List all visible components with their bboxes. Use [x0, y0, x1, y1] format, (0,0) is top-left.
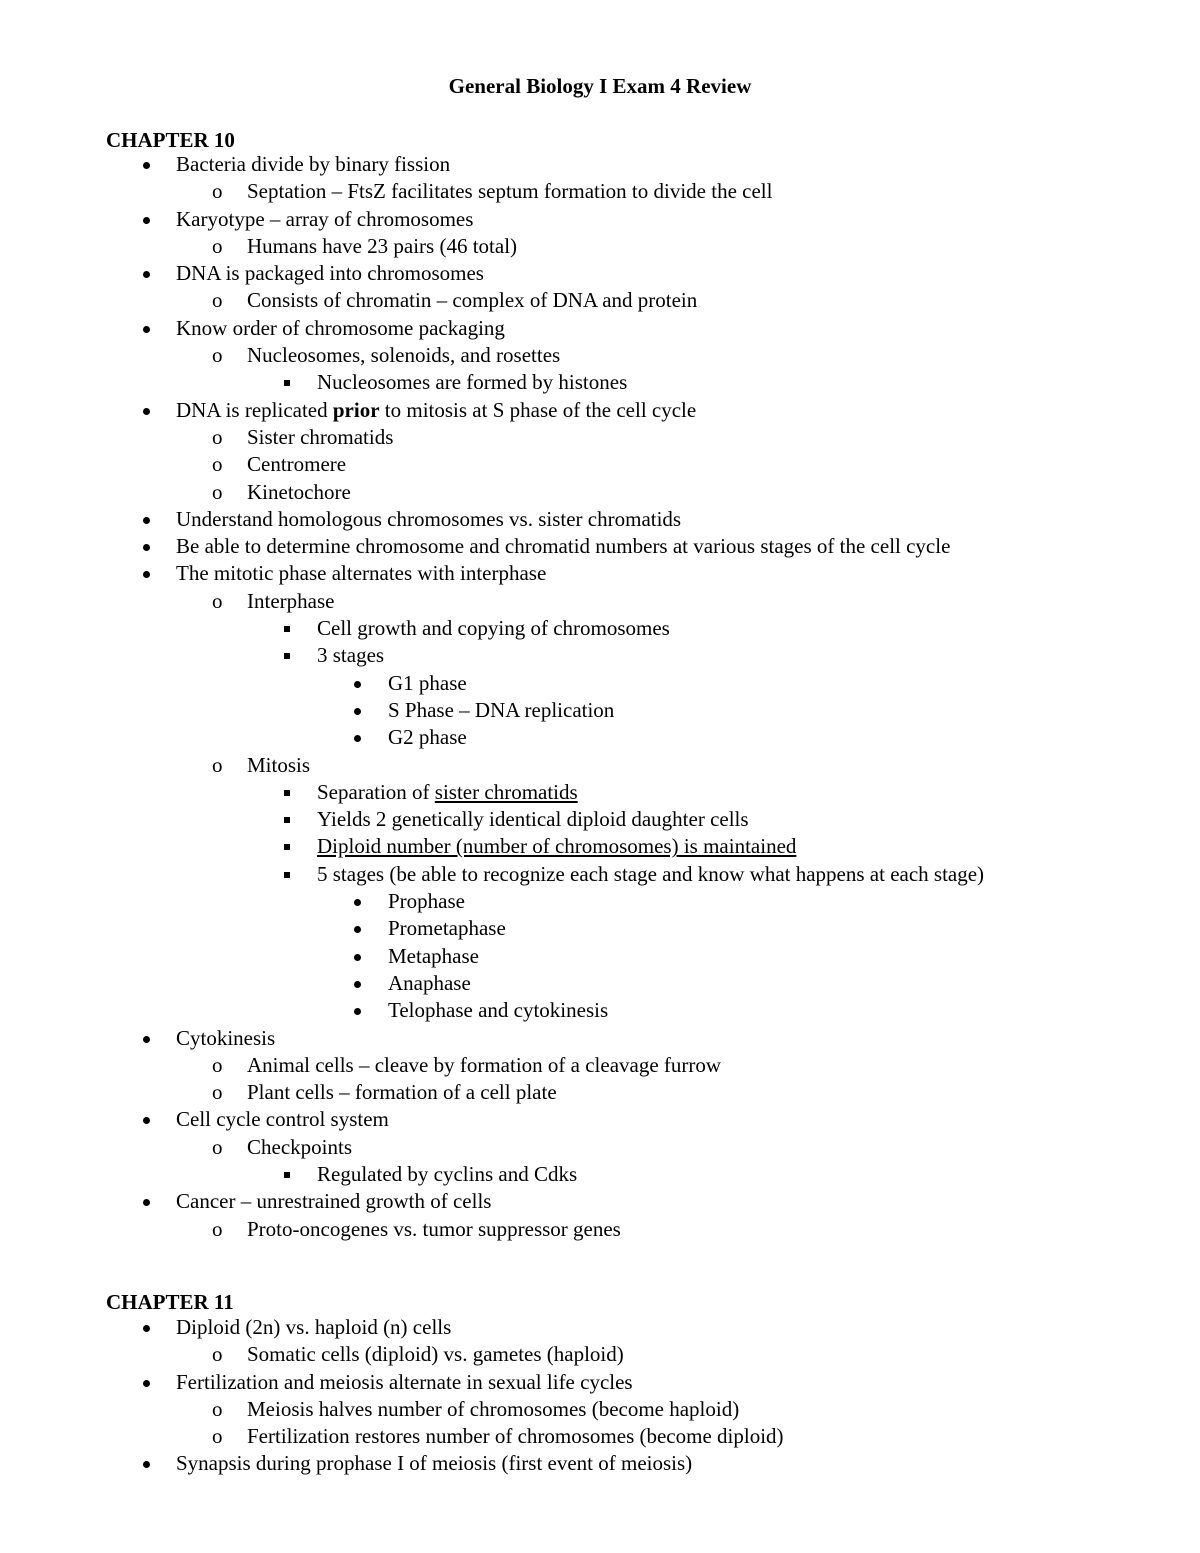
list-item-text: Prophase — [388, 889, 465, 914]
list-item-level-2 — [0, 451, 1200, 478]
disc-bullet-icon — [354, 1008, 361, 1015]
list-item-level-1 — [0, 1450, 1200, 1477]
list-item-level-1 — [0, 1188, 1200, 1215]
circle-bullet-icon: o — [212, 1080, 223, 1105]
list-item-text: 5 stages (be able to recognize each stage and know what happens at each stage) — [317, 861, 985, 886]
list-item-level-2 — [0, 588, 1200, 615]
list-item-level-1 — [0, 1369, 1200, 1396]
disc-bullet-icon — [143, 517, 150, 524]
square-bullet-icon — [284, 790, 290, 796]
list-item-text: Metaphase — [388, 943, 479, 968]
list-item-text: Regulated by cyclins and Cdks — [317, 1161, 578, 1186]
list-item-level-3 — [0, 642, 1200, 669]
disc-bullet-icon — [354, 708, 361, 715]
list-item-level-3 — [0, 833, 1200, 860]
circle-bullet-icon: o — [212, 288, 223, 313]
circle-bullet-icon: o — [212, 752, 223, 777]
list-item-level-2 — [0, 752, 1200, 779]
disc-bullet-icon — [143, 1199, 150, 1206]
list-item-level-1 — [0, 560, 1200, 587]
list-item-level-2 — [0, 1134, 1200, 1161]
list-item-level-1 — [0, 506, 1200, 533]
disc-bullet-icon — [354, 681, 361, 688]
chapter-10-list — [0, 151, 1200, 1243]
list-item-text: 3 stages — [317, 643, 385, 668]
list-item-level-2 — [0, 233, 1200, 260]
circle-bullet-icon: o — [212, 1424, 223, 1449]
list-item-level-1 — [0, 315, 1200, 342]
circle-bullet-icon: o — [212, 233, 223, 258]
list-item-text: Prometaphase — [388, 916, 506, 941]
list-item-text: Cancer – unrestrained growth of cells — [176, 1189, 492, 1214]
list-item-text: S Phase – DNA replication — [388, 697, 615, 722]
list-item-text: Separation of — [317, 779, 435, 804]
list-item-text: Consists of chromatin – complex of DNA and protein — [247, 288, 698, 313]
list-item-underlined-text: Diploid number (number of chromosomes) is maintained — [317, 834, 797, 859]
list-item-text: DNA is replicated — [176, 397, 333, 422]
list-item-text: Animal cells – cleave by formation of a cleavage furrow — [247, 1052, 722, 1077]
list-item-text: Meiosis halves number of chromosomes (become haploid) — [247, 1396, 740, 1421]
list-item-text: Nucleosomes are formed by histones — [317, 370, 628, 395]
list-item-text: Bacteria divide by binary fission — [176, 152, 451, 176]
list-item-level-4 — [0, 915, 1200, 942]
list-item-level-2 — [0, 287, 1200, 314]
list-item-text: Karyotype – array of chromosomes — [176, 206, 474, 231]
disc-bullet-icon — [354, 981, 361, 988]
list-item-underlined-text: sister chromatids — [434, 779, 578, 804]
list-item-text: Mitosis — [247, 752, 311, 777]
square-bullet-icon — [284, 380, 290, 386]
list-item-level-2 — [0, 424, 1200, 451]
list-item-text: Proto-oncogenes vs. tumor suppressor genes — [247, 1216, 621, 1241]
circle-bullet-icon: o — [212, 1052, 223, 1077]
circle-bullet-icon: o — [212, 479, 223, 504]
square-bullet-icon — [284, 872, 290, 878]
list-item-level-1 — [0, 151, 1200, 178]
list-item-level-4 — [0, 997, 1200, 1024]
list-item-text: Checkpoints — [247, 1134, 352, 1159]
list-item-level-1 — [0, 533, 1200, 560]
circle-bullet-icon: o — [212, 1134, 223, 1159]
disc-bullet-icon — [143, 217, 150, 224]
list-item-level-1 — [0, 1314, 1200, 1341]
list-item-text: Yields 2 genetically identical diploid daughter cells — [317, 807, 749, 832]
list-item-level-4 — [0, 724, 1200, 751]
disc-bullet-icon — [354, 899, 361, 906]
circle-bullet-icon: o — [212, 1342, 223, 1367]
list-item-level-1 — [0, 1106, 1200, 1133]
chapter-11-list — [0, 1314, 1200, 1478]
list-item-text: Cell cycle control system — [176, 1107, 389, 1132]
list-item-text: Kinetochore — [247, 479, 351, 504]
list-item-level-1 — [0, 260, 1200, 287]
list-item-level-2 — [0, 342, 1200, 369]
list-item-text: Septation – FtsZ facilitates septum formation to divide the cell — [247, 179, 773, 204]
circle-bullet-icon: o — [212, 452, 223, 477]
list-item-level-2 — [0, 178, 1200, 205]
list-item-level-2 — [0, 1079, 1200, 1106]
disc-bullet-icon — [354, 926, 361, 933]
list-item-level-4 — [0, 670, 1200, 697]
square-bullet-icon — [284, 844, 290, 850]
list-item-text: Synapsis during prophase I of meiosis (first event of meiosis) — [176, 1451, 693, 1476]
list-item-level-2 — [0, 1052, 1200, 1079]
disc-bullet-icon — [143, 162, 150, 169]
circle-bullet-icon: o — [212, 343, 223, 368]
circle-bullet-icon: o — [212, 1216, 223, 1241]
list-item-text: Humans have 23 pairs (46 total) — [247, 233, 518, 258]
list-item-text: DNA is packaged into chromosomes — [176, 261, 484, 286]
list-item-level-3 — [0, 806, 1200, 833]
list-item-text: Nucleosomes, solenoids, and rosettes — [247, 343, 561, 368]
square-bullet-icon — [284, 817, 290, 823]
list-item-text: Diploid (2n) vs. haploid (n) cells — [176, 1315, 452, 1339]
list-item-level-3 — [0, 369, 1200, 396]
list-item-level-2 — [0, 1216, 1200, 1243]
list-item-level-3 — [0, 1161, 1200, 1188]
list-item-level-1 — [0, 397, 1200, 424]
disc-bullet-icon — [143, 1036, 150, 1043]
disc-bullet-icon — [143, 1117, 150, 1124]
list-item-level-3 — [0, 779, 1200, 806]
list-item-text: Plant cells – formation of a cell plate — [247, 1080, 557, 1105]
list-item-level-2 — [0, 1341, 1200, 1368]
list-item-text: Interphase — [247, 588, 335, 613]
disc-bullet-icon — [143, 1380, 150, 1387]
list-item-text: Sister chromatids — [247, 424, 394, 449]
list-item-text: Telophase and cytokinesis — [388, 998, 609, 1023]
square-bullet-icon — [284, 626, 290, 632]
list-item-text: Understand homologous chromosomes vs. sister chromatids — [176, 506, 682, 531]
list-item-text: to mitosis at S phase of the cell cycle — [379, 397, 697, 422]
list-item-text: The mitotic phase alternates with interphase — [176, 561, 547, 586]
square-bullet-icon — [284, 1172, 290, 1178]
list-item-text: Centromere — [247, 452, 347, 477]
list-item-text: Somatic cells (diploid) vs. gametes (haploid) — [247, 1342, 624, 1367]
disc-bullet-icon — [143, 1461, 150, 1468]
list-item-bold-text: prior — [332, 397, 380, 422]
circle-bullet-icon: o — [212, 179, 223, 204]
list-item-level-2 — [0, 1396, 1200, 1423]
disc-bullet-icon — [143, 326, 150, 333]
list-item-text: Cytokinesis — [176, 1025, 276, 1050]
chapter-10-heading: CHAPTER 10 — [106, 128, 235, 152]
list-item-level-2 — [0, 1423, 1200, 1450]
circle-bullet-icon: o — [212, 588, 223, 613]
disc-bullet-icon — [143, 1325, 150, 1332]
disc-bullet-icon — [143, 271, 150, 278]
circle-bullet-icon: o — [212, 1396, 223, 1421]
chapter-11-heading: CHAPTER 11 — [106, 1290, 234, 1314]
list-item-text: Fertilization restores number of chromosomes (become diploid) — [247, 1424, 784, 1449]
disc-bullet-icon — [354, 735, 361, 742]
disc-bullet-icon — [354, 954, 361, 961]
list-item-level-4 — [0, 888, 1200, 915]
list-item-level-3 — [0, 615, 1200, 642]
list-item-text: Fertilization and meiosis alternate in sexual life cycles — [176, 1369, 633, 1394]
list-item-level-3 — [0, 861, 1200, 888]
list-item-text: Be able to determine chromosome and chromatid numbers at various stages of the cell cycle — [176, 534, 951, 559]
square-bullet-icon — [284, 653, 290, 659]
circle-bullet-icon: o — [212, 424, 223, 449]
list-item-text: Cell growth and copying of chromosomes — [317, 616, 670, 641]
list-item-level-1 — [0, 206, 1200, 233]
document-title: General Biology I Exam 4 Review — [448, 74, 752, 98]
list-item-text: G1 phase — [388, 670, 467, 695]
list-item-text: G2 phase — [388, 725, 467, 750]
list-item-level-1 — [0, 1025, 1200, 1052]
list-item-level-4 — [0, 697, 1200, 724]
disc-bullet-icon — [143, 544, 150, 551]
disc-bullet-icon — [143, 571, 150, 578]
list-item-level-4 — [0, 943, 1200, 970]
disc-bullet-icon — [143, 408, 150, 415]
list-item-level-4 — [0, 970, 1200, 997]
list-item-text: Anaphase — [388, 970, 471, 995]
list-item-text: Know order of chromosome packaging — [176, 315, 505, 340]
list-item-level-2 — [0, 479, 1200, 506]
